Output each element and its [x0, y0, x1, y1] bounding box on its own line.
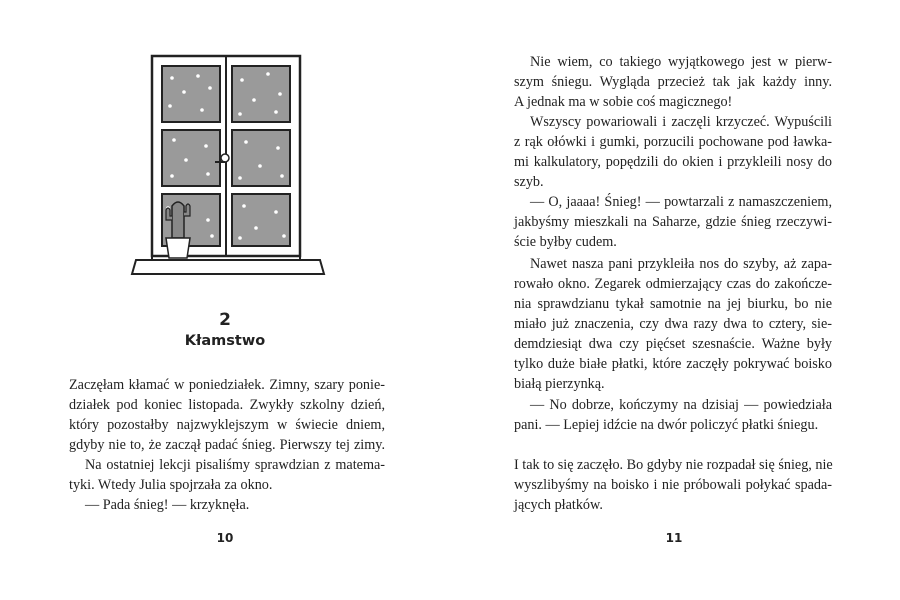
- text-line: nia sprawdzianu tykał samotnie na jej biurku, bo nie: [514, 296, 832, 312]
- text-line: Nie wiem, co takiego wyjątkowego jest w pierw-: [530, 54, 832, 70]
- window-illustration: [128, 48, 328, 284]
- text-line: jakbyśmy mieszkali na Saharze, gdzie śnieg rzeczywi-: [514, 214, 832, 230]
- chapter-number: 2: [219, 310, 231, 330]
- text-line: Na ostatniej lekcji pisaliśmy sprawdzian z matema-: [85, 457, 385, 473]
- text-line: gdyby nie to, że zaczął padać śnieg. Pierwszy tej zimy.: [69, 437, 385, 453]
- text-line: wyszlibyśmy na boisko i nie próbowali połykać spada-: [514, 477, 832, 493]
- text-line: Wszyscy powariowali i zaczęli krzyczeć. Wypuścili: [530, 114, 832, 130]
- text-line: Nawet nasza pani przykleiła nos do szyby, aż zapa-: [530, 256, 832, 272]
- text-line: — O, jaaaa! Śnieg! — powtarzali z namaszczeniem,: [530, 194, 832, 210]
- text-line: demdziesiąt dwa czy pięćset szesnaście. Ważne były: [514, 336, 832, 352]
- page-number: 10: [216, 531, 234, 545]
- text-line: pani. — Lepiej idźcie na dwór policzyć płatki śniegu.: [514, 417, 819, 433]
- text-line: A jednak ma w sobie coś magicznego!: [514, 94, 733, 110]
- text-line: — No dobrze, kończymy na dzisiaj — powiedziała: [530, 397, 832, 413]
- right-page: [450, 0, 900, 600]
- text-line: — Pada śnieg! — krzyknęła.: [85, 497, 250, 513]
- text-line: który pozostałby najzwyklejszym w świecie dniem,: [69, 417, 385, 433]
- text-line: jących płatków.: [514, 497, 603, 513]
- text-line: miało już znaczenia, czy dwa razy dwa to cztery, sie-: [514, 316, 832, 332]
- text-line: szyb.: [514, 174, 544, 190]
- text-line: działek pod koniec listopada. Zwykły szkolny dzień,: [69, 397, 385, 413]
- text-line: białą pierzynką.: [514, 376, 605, 392]
- page-number: 11: [665, 531, 683, 545]
- text-line: tyki. Wtedy Julia spojrzała za okno.: [69, 477, 273, 493]
- chapter-title: Kłamstwo: [184, 333, 266, 349]
- text-line: I tak to się zaczęło. Bo gdyby nie rozpadał się śnieg, nie: [514, 457, 833, 473]
- text-line: z rąk ołówki i gumki, porzucili pochowane pod ławka-: [514, 134, 832, 150]
- text-line: ście byłby cudem.: [514, 234, 617, 250]
- text-line: tylko duże białe płatki, które zaczęły pokrywać boisko: [514, 356, 832, 372]
- text-line: mi kalkulatory, popędzili do okien i przykleili nosy do: [514, 154, 832, 170]
- text-line: Zaczęłam kłamać w poniedziałek. Zimny, szary ponie-: [69, 377, 385, 393]
- text-line: rowało okno. Zegarek odmierzający czas do zakończe-: [514, 276, 832, 292]
- text-line: szym śniegu. Wygląda przecież tak jak każdy inny.: [514, 74, 832, 90]
